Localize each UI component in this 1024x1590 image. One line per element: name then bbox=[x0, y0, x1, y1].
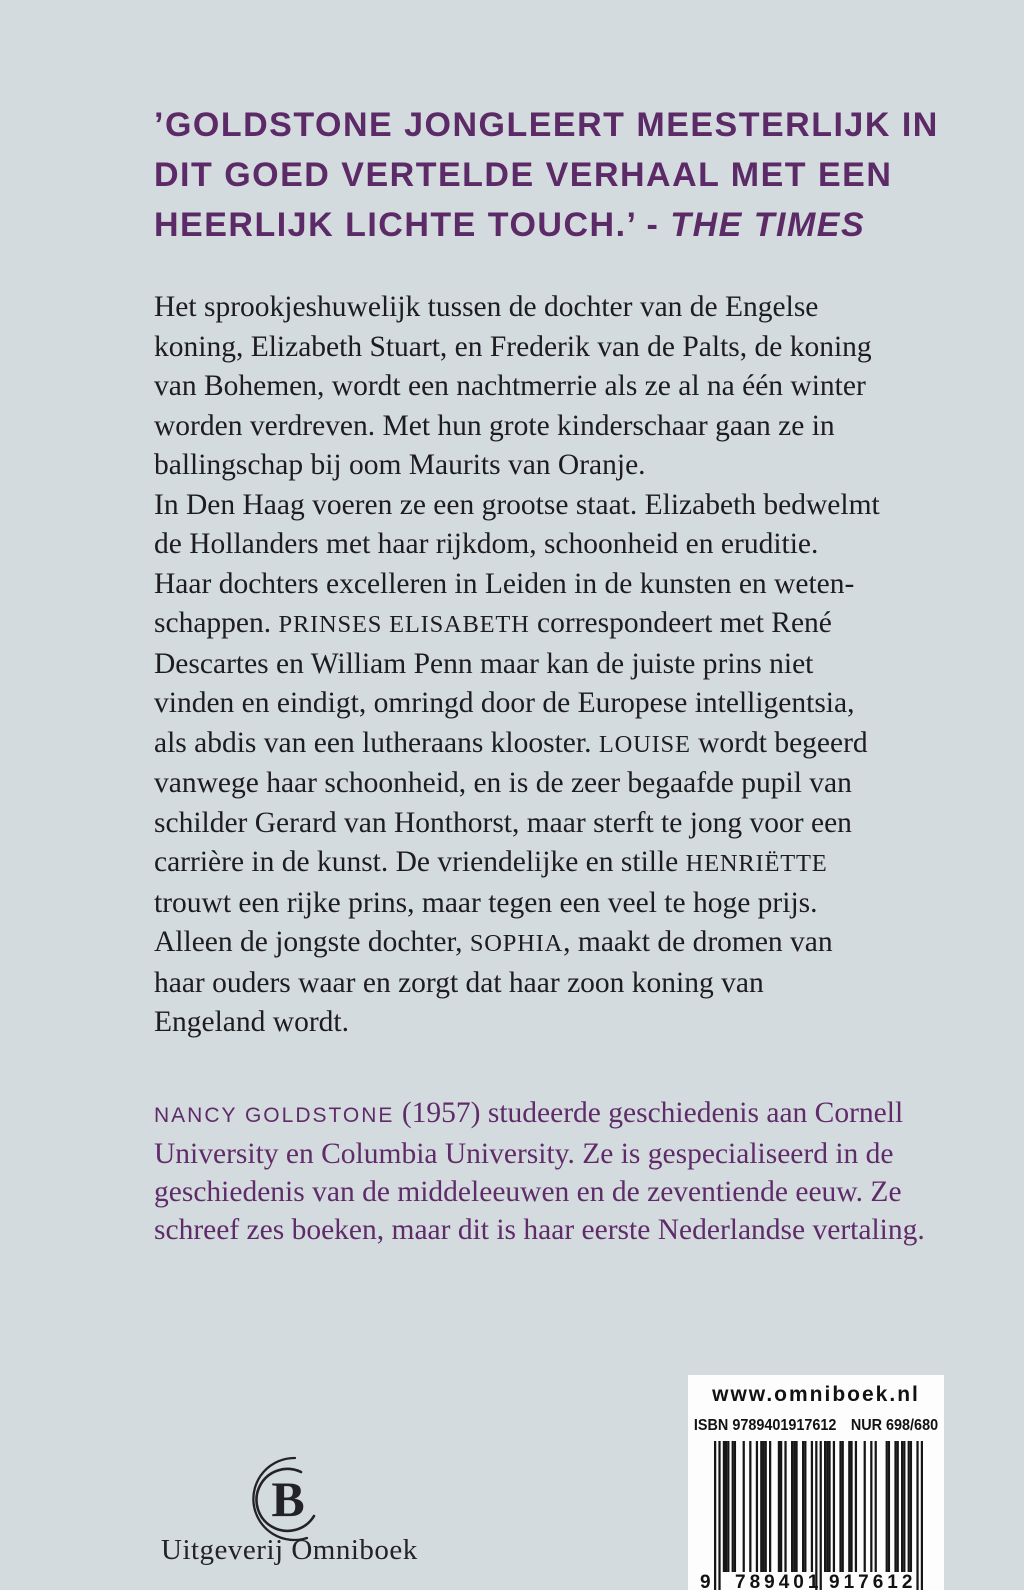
text-line: Engeland wordt. bbox=[154, 1006, 349, 1038]
author-bio bbox=[154, 1094, 925, 1249]
text-line: Descartes en William Penn maar kan de juiste prins niet bbox=[154, 647, 814, 680]
press-quote bbox=[154, 100, 939, 250]
text-line: Alleen de jongste dochter, SOPHIA, maakt de dromen van bbox=[154, 926, 833, 958]
publisher-website: www.omniboek.nl bbox=[712, 1383, 920, 1406]
text-line: Haar dochters excelleren in Leiden in de kunsten en weten- bbox=[154, 567, 855, 600]
text-line: de Hollanders met haar rijkdom, schoonheid en eruditie. bbox=[154, 528, 819, 560]
text-line: ballingschap bij oom Maurits van Oranje. bbox=[154, 449, 646, 481]
synopsis-text bbox=[154, 288, 880, 1043]
text-line: In Den Haag voeren ze een grootse staat. Elizabeth bedwelmt bbox=[154, 488, 880, 521]
omniboek-monogram-icon bbox=[232, 1448, 344, 1548]
text-line: ’GOLDSTONE JONGLEERT MEESTERLIJK IN bbox=[154, 106, 939, 144]
text-line: University en Columbia University. Ze is gespecialiseerd in de bbox=[154, 1138, 894, 1170]
text-line: DIT GOED VERTELDE VERHAAL MET EEN bbox=[154, 156, 893, 194]
text-line: schreef zes boeken, maar dit is haar eerste Nederlandse vertaling. bbox=[154, 1214, 925, 1246]
text-line: schilder Gerard van Honthorst, maar sterft te jong voor een bbox=[154, 806, 852, 839]
text-line: vinden en eindigt, omringd door de Europese intelligentsia, bbox=[154, 687, 855, 719]
text-line: van Bohemen, wordt een nachtmerrie als ze al na één winter bbox=[154, 370, 866, 402]
nur-text: NUR 698/680 bbox=[850, 1417, 939, 1434]
publisher-name: Uitgeverij Omniboek bbox=[161, 1534, 418, 1566]
text-line: haar ouders waar en zorgt dat haar zoon koning van bbox=[154, 966, 764, 999]
isbn-text: ISBN 9789401917612 bbox=[693, 1417, 837, 1434]
text-line: koning, Elizabeth Stuart, en Frederik van de Palts, de koning bbox=[154, 330, 872, 363]
ean13-barcode bbox=[714, 1441, 923, 1590]
isbn-nur-row bbox=[693, 1417, 939, 1435]
text-line: carrière in de kunst. De vriendelijke en stille HENRIËTTE bbox=[154, 846, 828, 878]
text-line: schappen. PRINSES ELISABETH correspondeert met René bbox=[154, 607, 832, 639]
barcode-digits-left: 789401 bbox=[735, 1572, 823, 1590]
barcode-digits-right: 917612 bbox=[829, 1572, 917, 1590]
logo-letter: B bbox=[271, 1471, 305, 1527]
text-line: Het sprookjeshuwelijk tussen de dochter van de Engelse bbox=[154, 291, 819, 323]
text-line: vanwege haar schoonheid, en is de zeer begaafde pupil van bbox=[154, 767, 852, 799]
barcode-box bbox=[688, 1375, 944, 1590]
text-line: HEERLIJK LICHTE TOUCH.’ - THE TIMES bbox=[154, 206, 866, 244]
text-line: NANCY GOLDSTONE (1957) studeerde geschiedenis aan Cornell bbox=[154, 1097, 904, 1129]
text-line: als abdis van een lutheraans klooster. LOUISE wordt begeerd bbox=[154, 726, 868, 759]
text-line: trouwt een rijke prins, maar tegen een veel te hoge prijs. bbox=[154, 886, 818, 919]
barcode-digit-lead: 9 bbox=[700, 1572, 715, 1590]
text-line: geschiedenis van de middeleeuwen en de zeventiende eeuw. Ze bbox=[154, 1176, 902, 1208]
text-line: worden verdreven. Met hun grote kinderschaar gaan ze in bbox=[154, 409, 835, 442]
